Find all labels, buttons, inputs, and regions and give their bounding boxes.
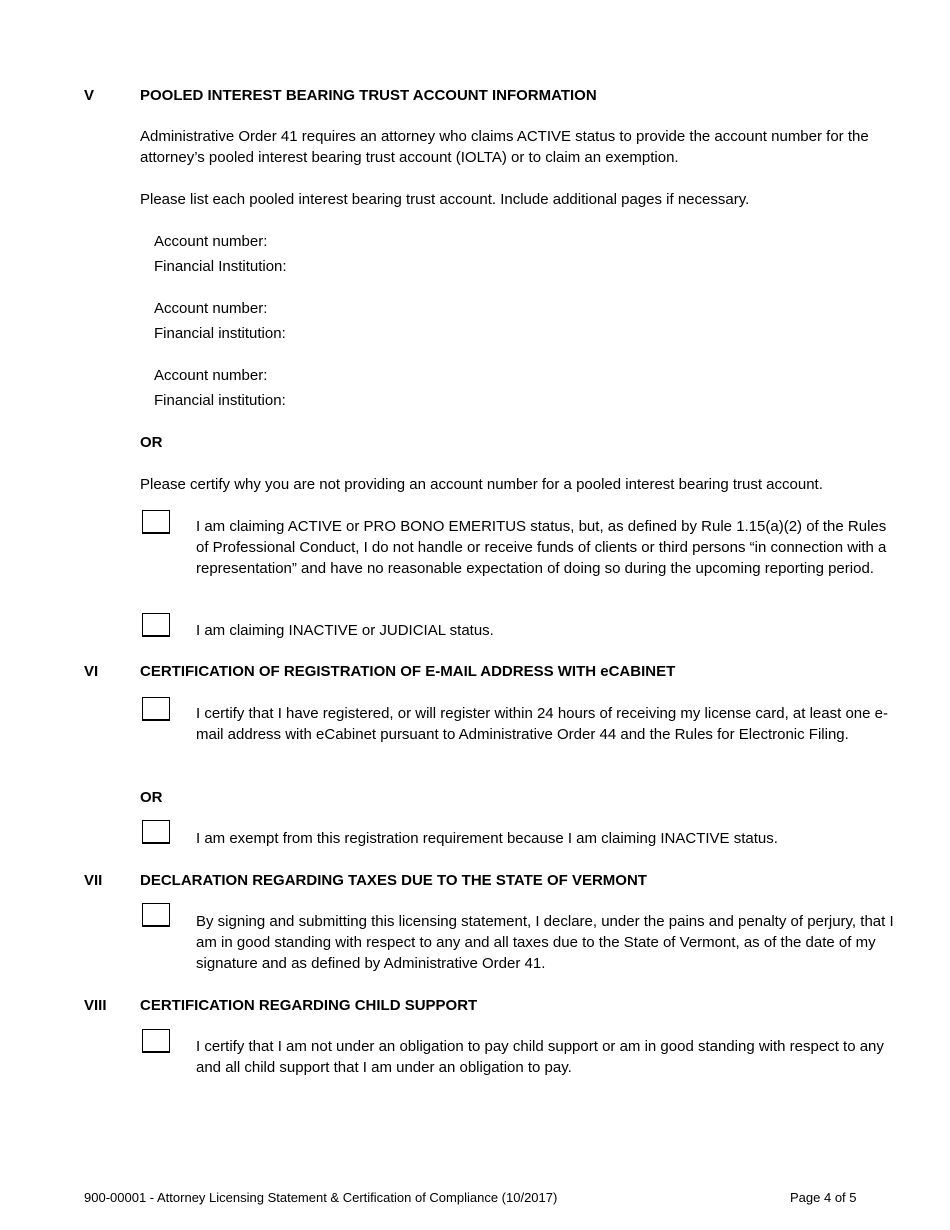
section-vi-title: CERTIFICATION OF REGISTRATION OF E-MAIL ADDRESS WITH eCABINET — [140, 663, 676, 680]
inactive-judicial-checkbox[interactable] — [142, 613, 170, 637]
ecabinet-registered-text: I certify that I have registered, or will register within 24 hours of receiving my license card, at least one e-mail address with eCabinet pursuant to Administrative Order 44 and the Rules for Electronic Filing. — [196, 705, 888, 743]
section-viii-title: CERTIFICATION REGARDING CHILD SUPPORT — [140, 997, 478, 1014]
section-vii-number: VII — [84, 872, 103, 889]
account-2-number-label: Account number: — [154, 300, 268, 317]
ecabinet-exempt-checkbox[interactable] — [142, 820, 170, 844]
account-1-institution-label: Financial Institution: — [154, 258, 287, 275]
ecabinet-exempt-text: I am exempt from this registration requirement because I am claiming INACTIVE status. — [196, 830, 778, 847]
section-vi-number: VI — [84, 663, 99, 680]
section-v-certify-instruction: Please certify why you are not providing an account number for a pooled interest bearing trust account. — [140, 476, 823, 493]
section-v-intro: Administrative Order 41 requires an attorney who claims ACTIVE status to provide the account number for the attorney’s pooled interest bearing trust account (IOLTA) or to claim an exemption. — [140, 128, 869, 166]
child-support-checkbox[interactable] — [142, 1029, 170, 1053]
footer-form-id: 900-00001 - Attorney Licensing Statement & Certification of Compliance (10/2017) — [84, 1190, 558, 1205]
taxes-declaration-checkbox[interactable] — [142, 903, 170, 927]
account-3-number-label: Account number: — [154, 367, 268, 384]
iolta-exemption-checkbox[interactable] — [142, 510, 170, 534]
section-v-title: POOLED INTEREST BEARING TRUST ACCOUNT INFORMATION — [140, 87, 597, 104]
section-viii-number: VIII — [84, 997, 107, 1014]
section-v-list-instruction: Please list each pooled interest bearing trust account. Include additional pages if necessary. — [140, 191, 750, 208]
footer-page-number: Page 4 of 5 — [790, 1190, 857, 1205]
section-vi-or: OR — [140, 789, 163, 806]
inactive-judicial-text: I am claiming INACTIVE or JUDICIAL status. — [196, 622, 494, 639]
child-support-text: I certify that I am not under an obligation to pay child support or am in good standing with respect to any and all child support that I am under an obligation to pay. — [196, 1038, 884, 1076]
section-vii-title: DECLARATION REGARDING TAXES DUE TO THE STATE OF VERMONT — [140, 872, 647, 889]
account-1-number-label: Account number: — [154, 233, 268, 250]
section-v-or: OR — [140, 434, 163, 451]
iolta-exemption-text: I am claiming ACTIVE or PRO BONO EMERITUS status, but, as defined by Rule 1.15(a)(2) of the Rules of Professional Conduct, I do not handle or receive funds of clients or third persons “in connection with a representation” and have no reasonable expectation of doing so during the upcoming reporting period. — [196, 518, 887, 577]
section-v-number: V — [84, 87, 95, 104]
taxes-declaration-text: By signing and submitting this licensing statement, I declare, under the pains and penalty of perjury, that I am in good standing with respect to any and all taxes due to the State of Vermont, as of the date of my signature and as defined by Administrative Order 41. — [196, 913, 894, 972]
account-2-institution-label: Financial institution: — [154, 325, 286, 342]
ecabinet-registered-checkbox[interactable] — [142, 697, 170, 721]
account-3-institution-label: Financial institution: — [154, 392, 286, 409]
